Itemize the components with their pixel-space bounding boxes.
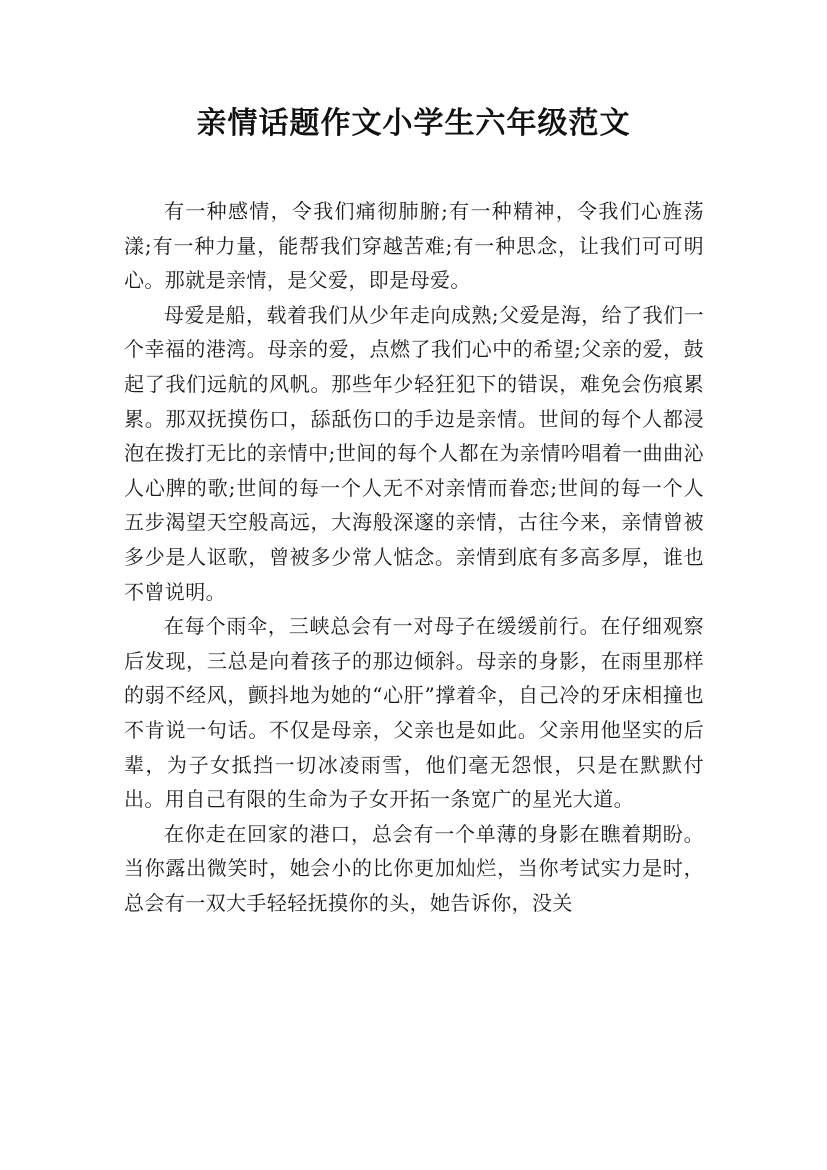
paragraph: 有一种感情，令我们痛彻肺腑;有一种精神，令我们心旌荡漾;有一种力量，能帮我们穿越苦难;有一种思念，让我们可可明心。那就是亲情，是父爱，即是母爱。 — [124, 199, 704, 293]
paragraph: 在你走在回家的港口，总会有一个单薄的身影在瞧着期盼。当你露出微笑时，她会小的比你更加灿烂，当你考试实力是时，总会有一双大手轻轻抚摸你的头，她告诉你，没关 — [124, 821, 704, 915]
paragraph: 在每个雨伞，三峡总会有一对母子在缓缓前行。在仔细观察后发现，三总是向着孩子的那边倾斜。母亲的身影，在雨里那样的弱不经风，颤抖地为她的“心肝”撑着伞，自己冷的牙床相撞也不肯说一句话。不仅是母亲，父亲也是如此。父亲用他坚实的后辈，为子女抵挡一切冰凌雨雪，他们毫无怨恨，只是在默默付出。用自己有限的生命为子女开拓一条宽广的星光大道。 — [124, 614, 704, 812]
document-body — [124, 194, 704, 920]
paragraph: 母爱是船，载着我们从少年走向成熟;父爱是海，给了我们一个幸福的港湾。母亲的爱，点燃了我们心中的希望;父亲的爱，鼓起了我们远航的风帆。那些年少轻狂犯下的错误，难免会伤痕累累。那双抚摸伤口，舔舐伤口的手边是亲情。世间的每个人都浸泡在拨打无比的亲情中;世间的每个人都在为亲情吟唱着一曲曲沁人心脾的歌;世间的每一个人无不对亲情而眷恋;世间的每一个人五步渴望天空般高远，大海般深邃的亲情，古往今来，亲情曾被多少是人讴歌，曾被多少常人惦念。亲情到底有多高多厚，谁也不曾说明。 — [124, 302, 704, 604]
document-title: 亲情话题作文小学生六年级范文 — [196, 106, 631, 141]
